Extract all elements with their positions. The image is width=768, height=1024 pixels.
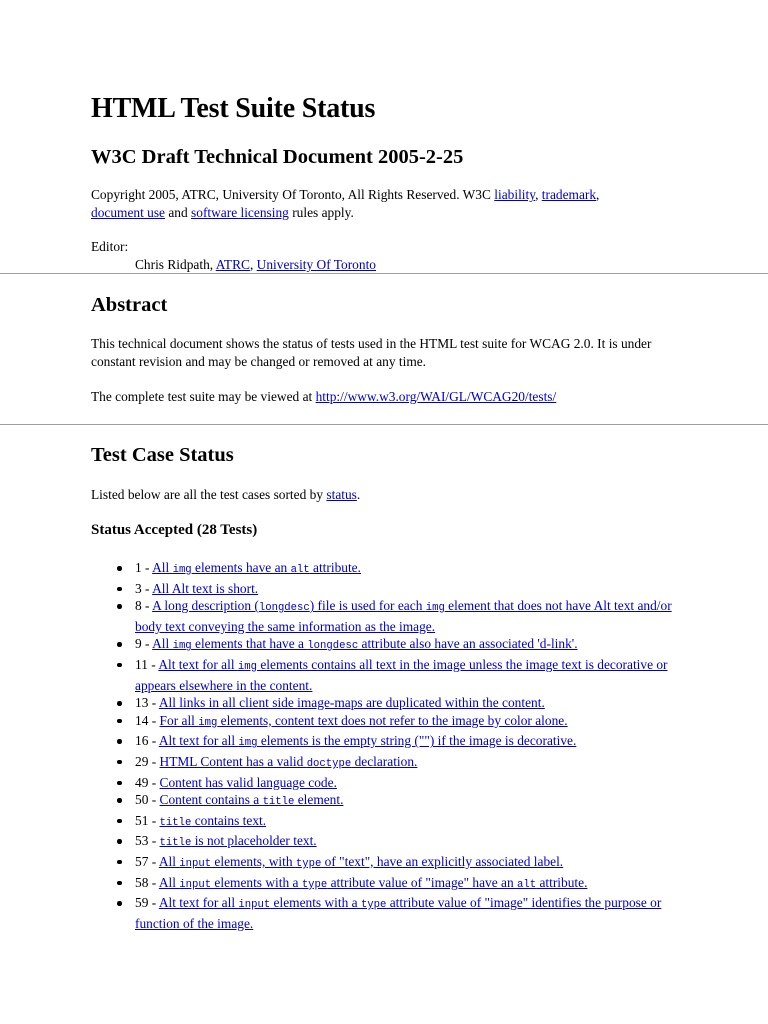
test-number: 59 <box>135 895 149 911</box>
test-number: 58 <box>135 874 149 890</box>
test-text: All <box>152 636 173 652</box>
test-text: attribute also have an associated 'd-link'. <box>358 636 578 652</box>
test-link[interactable] <box>135 657 668 693</box>
test-number: 9 <box>135 636 142 652</box>
test-suite-link[interactable]: http://www.w3.org/WAI/GL/WCAG20/tests/ <box>315 389 557 404</box>
test-text: elements with a <box>270 895 361 911</box>
test-list-item: 51 - title contains text. <box>135 812 695 833</box>
test-link[interactable] <box>159 733 577 748</box>
test-number: 14 <box>135 712 149 728</box>
code-term: type <box>301 878 328 891</box>
copyright-notice <box>91 186 691 221</box>
test-text: HTML Content has a valid <box>159 753 307 769</box>
page-title: HTML Test Suite Status <box>91 93 376 124</box>
test-text: ) file is used for each <box>309 598 426 614</box>
test-number: 53 <box>135 833 149 849</box>
code-term: img <box>172 640 192 653</box>
code-term: title <box>262 796 295 809</box>
test-list-item: 53 - title is not placeholder text. <box>135 832 695 853</box>
code-term: title <box>159 837 192 850</box>
test-suite-text: The complete test suite may be viewed at <box>91 389 316 404</box>
test-text: element that does not have Alt text and/or body text conveying the same information as the image. <box>135 598 672 634</box>
test-text: elements contains all text in the image unless the image text is decorative or appears elsewhere in the content. <box>135 656 668 693</box>
test-text: is not placeholder text. <box>191 833 317 849</box>
code-term: img <box>425 602 445 615</box>
test-number: 29 <box>135 753 149 769</box>
test-text: Content has valid language code. <box>159 774 337 790</box>
test-link[interactable] <box>159 695 545 710</box>
test-text: attribute. <box>536 874 588 890</box>
abstract-heading: Abstract <box>91 294 168 316</box>
test-number: 50 <box>135 792 149 808</box>
test-link[interactable] <box>160 833 317 848</box>
test-text: attribute value of "image" have an <box>327 874 518 890</box>
test-list-item: 50 - Content contains a title element. <box>135 791 695 812</box>
test-case-status-heading: Test Case Status <box>91 444 234 466</box>
test-list-item: 49 - Content has valid language code. <box>135 774 695 792</box>
test-list-item: 29 - HTML Content has a valid doctype declaration. <box>135 753 695 774</box>
test-number: 1 <box>135 560 142 575</box>
code-term: longdesc <box>307 640 359 653</box>
test-suite-paragraph <box>91 388 556 406</box>
document-use-link[interactable]: document use <box>91 204 166 220</box>
test-text: elements is the empty string ("") if the image is decorative. <box>257 733 577 749</box>
test-link[interactable] <box>152 560 361 575</box>
horizontal-rule <box>0 424 768 425</box>
copyright-suffix: rules apply. <box>288 204 354 220</box>
test-list-item: 8 - A long description (longdesc) file is used for each img element that does not have Alt text and/or body text conveying the same information as the image. <box>135 597 695 635</box>
code-term: img <box>237 660 257 673</box>
test-number: 57 <box>135 853 149 869</box>
test-list-item: 11 - Alt text for all img elements contains all text in the image unless the image text is decorative or appears elsewhere in the content. <box>135 656 695 694</box>
editor-info <box>135 256 376 274</box>
test-number: 3 <box>135 580 142 596</box>
test-text: All Alt text is short. <box>152 580 259 596</box>
code-term: alt <box>517 878 537 891</box>
test-text: Content contains a <box>159 792 263 808</box>
test-text: Alt text for all <box>158 895 239 911</box>
test-text: contains text. <box>191 812 267 828</box>
test-link[interactable] <box>152 636 577 651</box>
horizontal-rule <box>0 273 768 274</box>
listed-suffix: . <box>356 487 361 502</box>
test-text: For all <box>159 712 199 728</box>
test-link[interactable] <box>135 598 672 634</box>
code-term: input <box>179 878 212 891</box>
test-text: attribute. <box>309 560 361 575</box>
copyright-sep: , <box>535 187 542 202</box>
test-text: elements that have a <box>191 636 308 652</box>
test-text: Alt text for all <box>158 733 239 749</box>
status-accepted-heading: Status Accepted (28 Tests) <box>91 522 258 538</box>
test-text: All <box>158 874 180 890</box>
code-term: img <box>198 716 218 729</box>
test-list-item: 13 - All links in all client side image-maps are duplicated within the content. <box>135 694 695 712</box>
test-text: elements have an <box>191 560 291 575</box>
liability-link[interactable]: liability <box>494 187 536 202</box>
test-text: elements, with <box>211 853 296 869</box>
test-number: 49 <box>135 774 149 790</box>
test-list-item: 58 - All input elements with a type attribute value of "image" have an alt attribute. <box>135 874 695 895</box>
test-text: of "text", have an explicitly associated label. <box>321 853 564 869</box>
test-number: 8 <box>135 598 142 614</box>
editor-label: Editor: <box>91 239 129 254</box>
test-list-item: 3 - All Alt text is short. <box>135 580 695 598</box>
test-text: attribute value of "image" identifies the purpose or function of the image. <box>135 895 662 931</box>
test-list-item: 9 - All img elements that have a longdesc attribute also have an associated 'd-link'. <box>135 635 695 656</box>
editor-name: Chris Ridpath, <box>135 257 216 272</box>
test-text: elements with a <box>211 874 302 890</box>
abstract-paragraph: This technical document shows the status of tests used in the HTML test suite for WCAG 2.0. It is under constant revision and may be changed or removed at any time. <box>91 336 652 369</box>
test-list-item: 1 - All img elements have an alt attribute. <box>135 559 695 580</box>
status-link[interactable]: status <box>326 487 357 502</box>
test-link[interactable] <box>160 713 568 728</box>
code-term: longdesc <box>258 602 310 615</box>
test-link[interactable] <box>159 854 563 869</box>
test-number: 51 <box>135 812 149 828</box>
code-term: input <box>238 899 271 912</box>
accepted-tests-list <box>91 559 695 932</box>
code-term: input <box>179 857 212 870</box>
test-text: All links in all client side image-maps are duplicated within the content. <box>158 695 545 711</box>
atrc-link[interactable]: ATRC <box>215 257 250 272</box>
test-text: elements, content text does not refer to the image by color alone. <box>217 712 568 728</box>
software-licensing-link[interactable]: software licensing <box>191 204 289 220</box>
code-term: type <box>295 857 322 870</box>
test-text: All <box>152 560 173 575</box>
test-link[interactable] <box>159 875 588 890</box>
test-number: 16 <box>135 733 149 749</box>
copyright-and: and <box>165 204 192 220</box>
document-subtitle: W3C Draft Technical Document 2005-2-25 <box>91 146 464 168</box>
listed-text: Listed below are all the test cases sorted by <box>91 487 327 502</box>
test-text: declaration. <box>351 753 418 769</box>
code-term: img <box>172 564 192 576</box>
test-text: element. <box>294 792 344 808</box>
test-list-item: 59 - Alt text for all input elements with a type attribute value of "image" identifies the purpose or function of the image. <box>135 894 695 932</box>
test-link[interactable] <box>160 754 418 769</box>
test-link[interactable] <box>160 813 267 828</box>
test-number: 11 <box>135 656 148 672</box>
code-term: type <box>360 899 387 912</box>
test-list-item: 14 - For all img elements, content text does not refer to the image by color alone. <box>135 712 695 733</box>
test-text: A long description ( <box>152 598 259 614</box>
copyright-text: Copyright 2005, ATRC, University Of Toronto, All Rights Reserved. W3C <box>91 187 495 202</box>
test-link[interactable] <box>135 895 661 931</box>
trademark-link[interactable]: trademark <box>541 187 597 202</box>
test-list-item: 57 - All input elements, with type of "text", have an explicitly associated label. <box>135 853 695 874</box>
code-term: title <box>159 816 192 829</box>
code-term: img <box>238 737 258 750</box>
test-link[interactable] <box>160 775 337 790</box>
test-text: Alt text for all <box>158 656 238 672</box>
test-number: 13 <box>135 695 149 711</box>
test-list-item: 16 - Alt text for all img elements is the empty string ("") if the image is decorative. <box>135 732 695 753</box>
code-term: doctype <box>306 757 352 770</box>
test-link[interactable] <box>160 792 344 807</box>
code-term: alt <box>290 564 310 576</box>
copyright-sep: , <box>596 187 600 202</box>
editor-sep: , <box>249 257 257 272</box>
university-of-toronto-link[interactable]: University Of Toronto <box>256 257 376 272</box>
listed-paragraph <box>91 486 360 504</box>
test-text: All <box>158 853 180 869</box>
test-link[interactable] <box>152 581 258 596</box>
